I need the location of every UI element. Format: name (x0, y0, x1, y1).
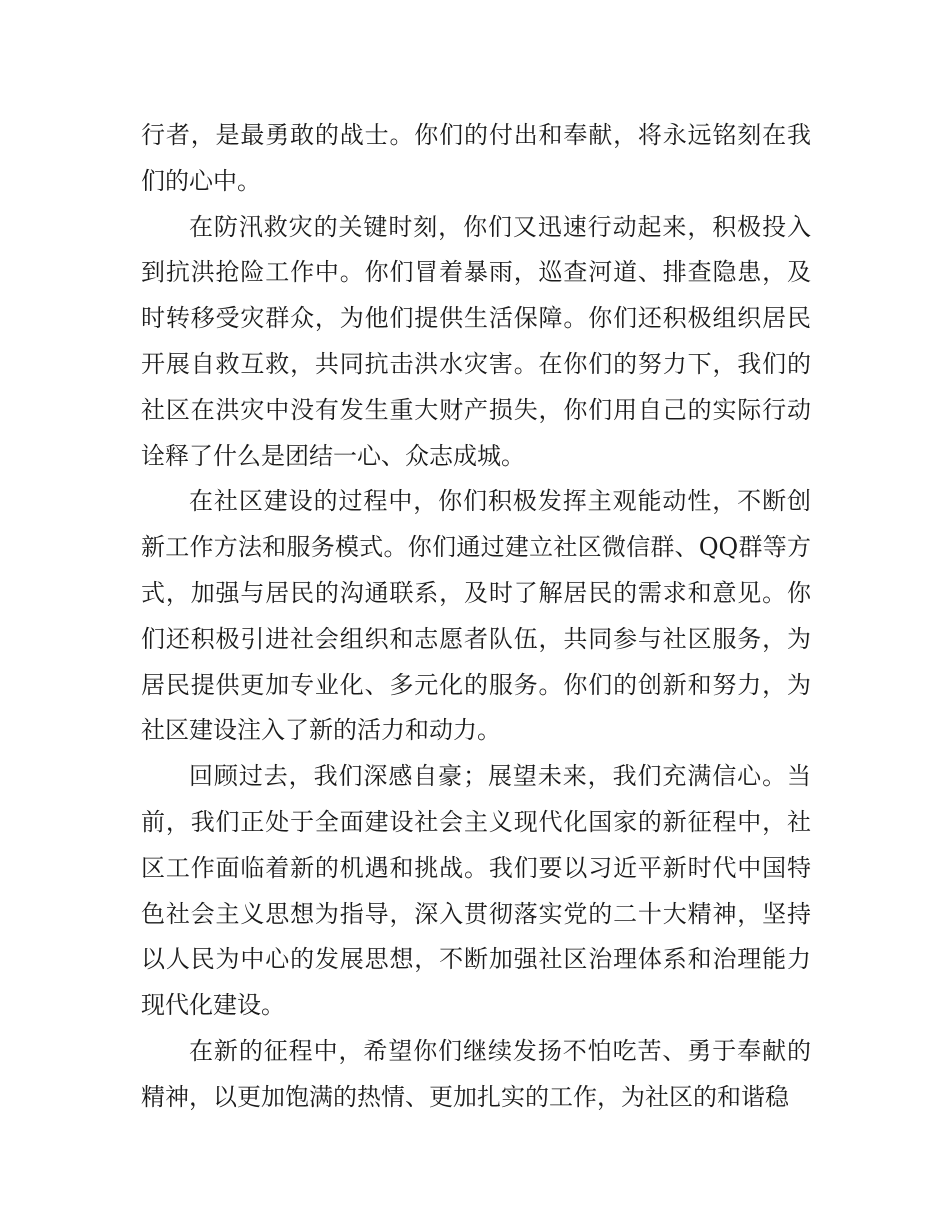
paragraph-1: 行者，是最勇敢的战士。你们的付出和奉献，将永远铭刻在我们的心中。 (141, 121, 811, 195)
paragraph-5: 在新的征程中，希望你们继续发扬不怕吃苦、勇于奉献的精神，以更加饱满的热情、更加扎实的工作，为社区的和谐稳 (141, 1036, 811, 1111)
paragraph-4: 回顾过去，我们深感自豪；展望未来，我们充满信心。当前，我们正处于全面建设社会主义现代化国家的新征程中，社区工作面临着新的机遇和挑战。我们要以习近平新时代中国特色社会主义思想为指导，深入贯彻落实党的二十大精神，坚持以人民为中心的发展思想，不断加强社区治理体系和治理能力现代化建设。 (141, 762, 811, 1020)
document-body (141, 113, 811, 1121)
paragraph-3: 在社区建设的过程中，你们积极发挥主观能动性，不断创新工作方法和服务模式。你们通过建立社区微信群、QQ群等方式，加强与居民的沟通联系，及时了解居民的需求和意见。你们还积极引进社会组织和志愿者队伍，共同参与社区服务，为居民提供更加专业化、多元化的服务。你们的创新和努力，为社区建设注入了新的活力和动力。 (141, 487, 811, 745)
paragraph-2: 在防汛救灾的关键时刻，你们又迅速行动起来，积极投入到抗洪抢险工作中。你们冒着暴雨，巡查河道、排查隐患，及时转移受灾群众，为他们提供生活保障。你们还积极组织居民开展自救互救，共同抗击洪水灾害。在你们的努力下，我们的社区在洪灾中没有发生重大财产损失，你们用自己的实际行动诠释了什么是团结一心、众志成城。 (141, 212, 811, 470)
